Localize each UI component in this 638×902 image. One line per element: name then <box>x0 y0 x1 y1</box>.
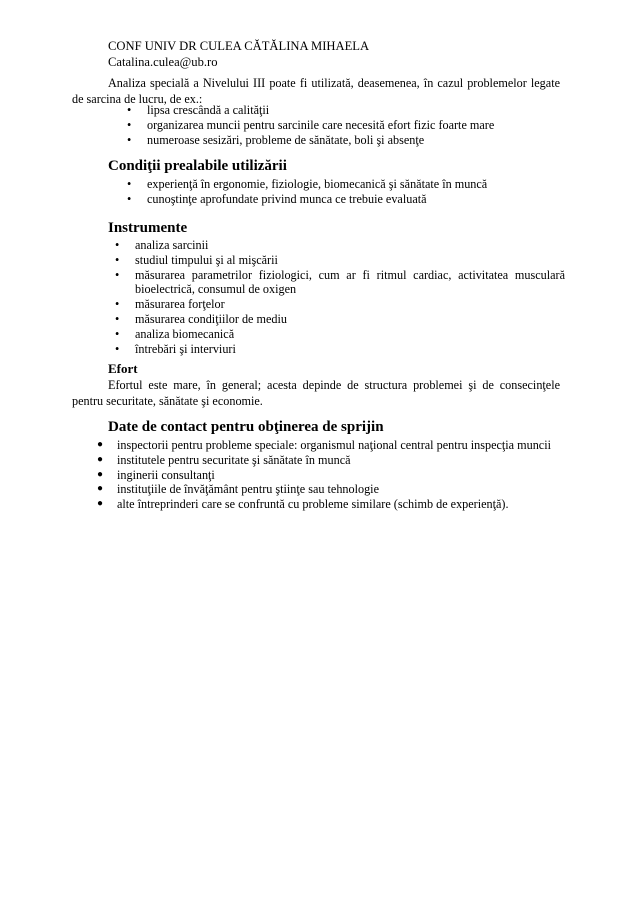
bullet-icon: • <box>115 326 120 341</box>
bullet-icon: • <box>115 267 120 282</box>
bullet-icon: ● <box>97 439 104 450</box>
effort-text: Efortul este mare, în general; acesta depinde de structura problemei şi de consecinţele pentru securitate, sănătate şi economie. <box>72 378 560 408</box>
list-item: ● inspectorii pentru probleme speciale: organismul naţional central pentru inspecţia muncii <box>97 438 551 452</box>
author-email: Catalina.culea@ub.ro <box>108 55 218 69</box>
bullet-icon: • <box>127 191 132 206</box>
list-item: • experienţă în ergonomie, fiziologie, biomecanică şi sănătate în muncă <box>127 177 488 191</box>
conditions-list <box>127 177 567 207</box>
intro-list <box>127 103 567 147</box>
effort-paragraph <box>72 378 560 409</box>
list-item: ● instituţiile de învăţământ pentru ştiinţe sau tehnologie <box>97 482 379 497</box>
list-item: ● institutele pentru securitate şi sănătate în muncă <box>97 452 351 467</box>
list-item: • numeroase sesizări, probleme de sănătate, boli şi absenţe <box>127 132 425 147</box>
bullet-icon: ● <box>97 498 104 510</box>
list-item: • măsurarea forţelor <box>115 297 225 312</box>
bullet-icon: ● <box>97 453 104 465</box>
heading-contact: Date de contact pentru obţinerea de sprijin <box>108 419 384 435</box>
list-item: • lipsa crescândă a calităţii <box>127 103 270 117</box>
bullet-icon: • <box>127 132 132 147</box>
heading-instruments: Instrumente <box>108 220 188 236</box>
bullet-icon: • <box>115 297 120 312</box>
intro-text: Analiza specială a Nivelului III poate fi utilizată, deasemenea, în cazul problemelor legate de sarcina de lucru, de ex.: <box>72 76 560 106</box>
bullet-icon: • <box>115 341 120 356</box>
list-item: • analiza biomecanică <box>115 326 235 341</box>
bullet-icon: • <box>115 238 120 252</box>
bullet-icon: ● <box>97 468 104 480</box>
contact-list <box>97 438 567 512</box>
list-item: • întrebări şi interviuri <box>115 341 236 356</box>
list-item: • studiul timpului şi al mişcării <box>115 252 278 267</box>
list-item: • organizarea muncii pentru sarcinile care necesită efort fizic foarte mare <box>127 117 495 132</box>
list-item: • cunoştinţe aprofundate privind munca ce trebuie evaluată <box>127 191 427 206</box>
bullet-icon: • <box>127 177 132 191</box>
author-name: CONF UNIV DR CULEA CĂTĂLINA MIHAELA <box>108 39 370 53</box>
author-block <box>108 38 369 70</box>
instruments-list <box>115 238 565 356</box>
bullet-icon: • <box>127 117 132 132</box>
list-item: • măsurarea condiţiilor de mediu <box>115 311 287 326</box>
list-item: ● alte întreprinderi care se confruntă cu probleme similare (schimb de experienţă). <box>97 497 509 512</box>
heading-effort: Efort <box>108 361 138 376</box>
bullet-icon: • <box>115 311 120 326</box>
bullet-icon: ● <box>97 483 104 495</box>
list-item: • analiza sarcinii <box>115 238 209 252</box>
list-item: ● inginerii consultanţi <box>97 467 215 482</box>
bullet-icon: • <box>127 103 132 117</box>
bullet-icon: • <box>115 252 120 267</box>
heading-conditions: Condiţii prealabile utilizării <box>108 158 287 174</box>
list-item: • măsurarea parametrilor fiziologici, cum ar fi ritmul cardiac, activitatea musculară bioelectrică, consumul de oxigen <box>115 267 565 297</box>
